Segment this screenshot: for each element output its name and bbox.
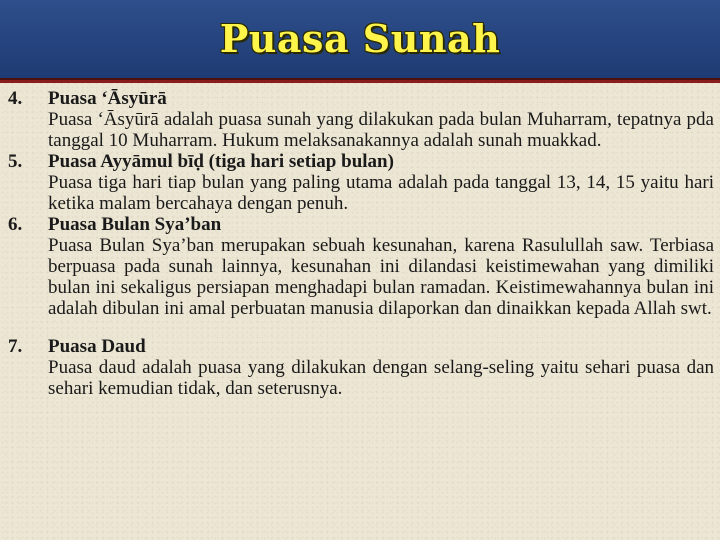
content-list bbox=[0, 88, 720, 399]
list-item-7 bbox=[0, 336, 720, 399]
item-number: 4. bbox=[8, 88, 23, 109]
item-heading: Puasa Daud bbox=[48, 336, 146, 357]
item-text: Puasa tiga hari tiap bulan yang paling utama adalah pada tanggal 13, 14, 15 yaitu hari ketika malam bercahaya dengan penuh. bbox=[48, 172, 714, 214]
slide-title: Puasa Sunah bbox=[219, 15, 501, 61]
list-item-4 bbox=[0, 88, 720, 151]
list-item-5 bbox=[0, 151, 720, 214]
item-text: Puasa ‘Āsyūrā adalah puasa sunah yang dilakukan pada bulan Muharram, tepatnya pda tanggal 10 Muharram. Hukum melaksanakannya adalah sunah muakkad. bbox=[48, 109, 714, 151]
item-number: 7. bbox=[8, 336, 23, 357]
item-heading: Puasa ‘Āsyūrā bbox=[48, 88, 167, 109]
item-text: Puasa daud adalah puasa yang dilakukan dengan selang-seling yaitu sehari puasa dan sehari kemudian tidak, dan seterusnya. bbox=[48, 357, 714, 399]
item-heading: Puasa Ayyāmul bīḍ (tiga hari setiap bulan) bbox=[48, 151, 394, 172]
list-item-6 bbox=[0, 214, 720, 319]
item-text: Puasa Bulan Sya’ban merupakan sebuah kesunahan, karena Rasulullah saw. Terbiasa berpuasa pada sunah lainnya, kesunahan ini dilandasi keistimewahan yang dimiliki bulan ini sekaligus persiapan menghadapi bulan ramadan. Keistimewahannya bulan ini adalah dibulan ini amal perbuatan manusia dilaporkan dan dinaikkan kepada Allah swt. bbox=[48, 235, 714, 319]
item-number: 6. bbox=[8, 214, 23, 235]
title-bar bbox=[0, 0, 720, 83]
item-number: 5. bbox=[8, 151, 23, 172]
item-heading: Puasa Bulan Sya’ban bbox=[48, 214, 222, 235]
